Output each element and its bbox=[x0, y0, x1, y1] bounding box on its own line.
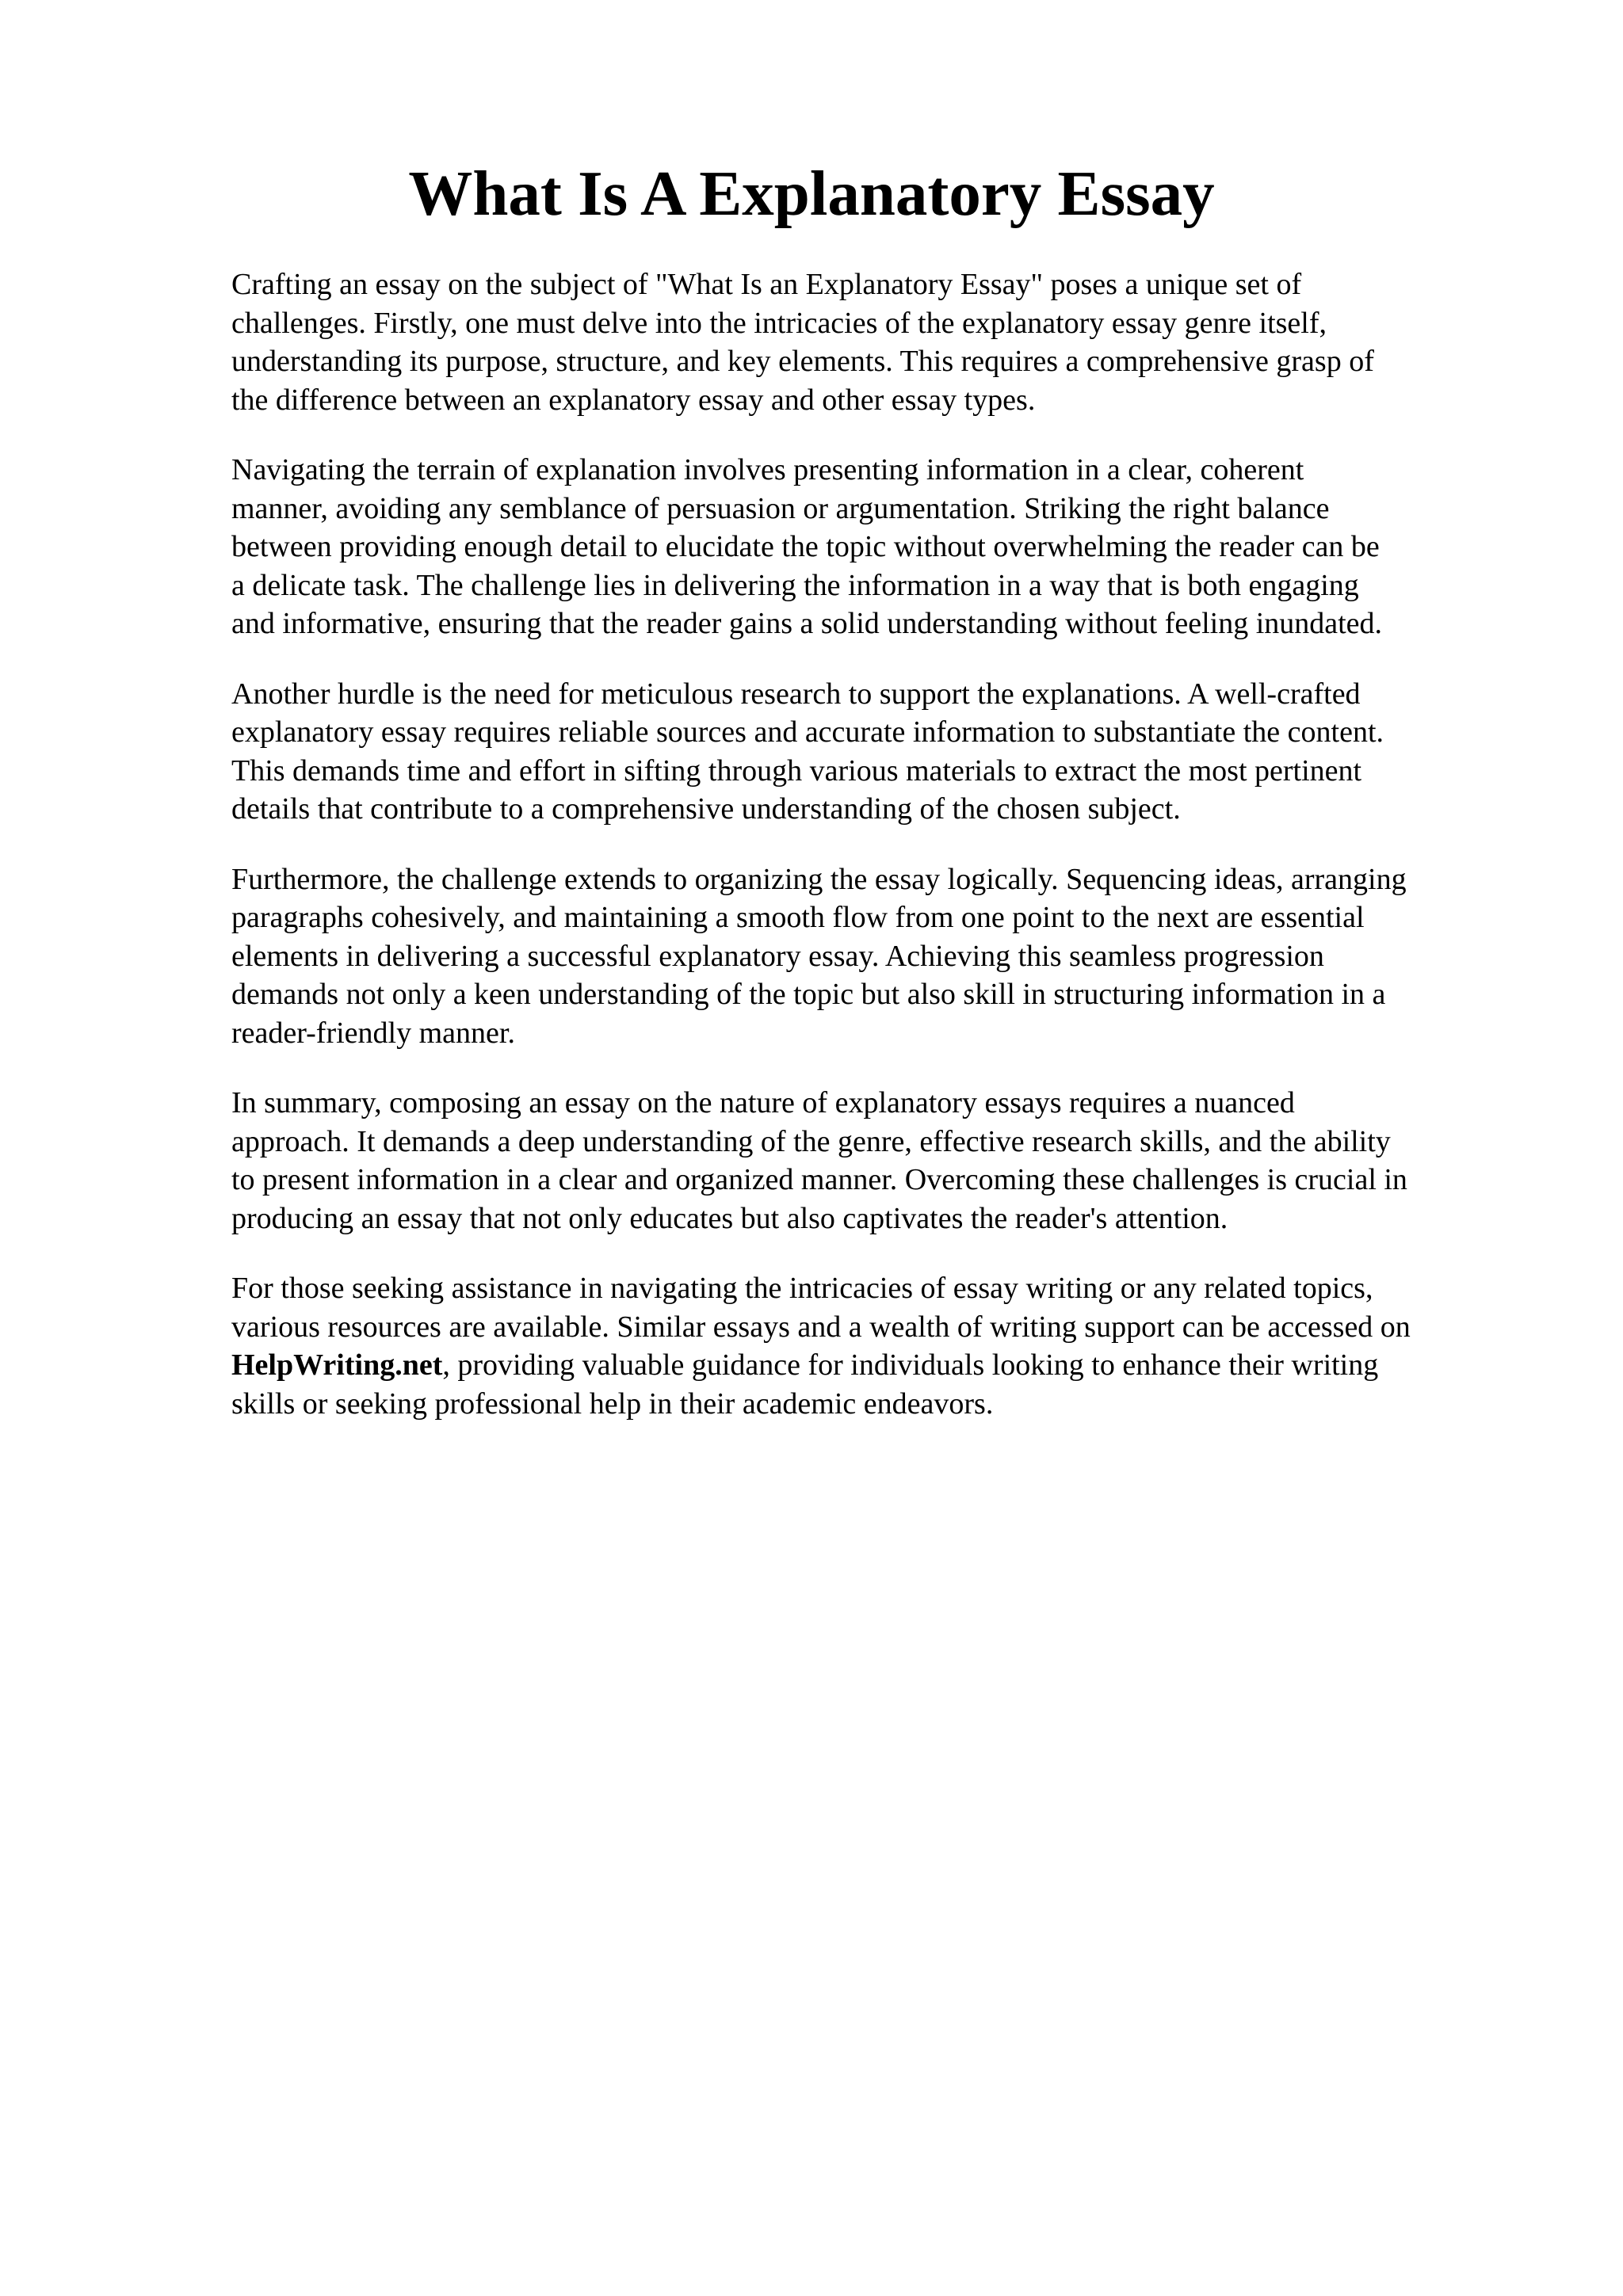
text-line: understanding its purpose, structure, and key elements. This requires a comprehensive grasp of bbox=[231, 345, 1374, 378]
brand-name: HelpWriting.net bbox=[231, 1348, 443, 1382]
text-line: producing an essay that not only educates but also captivates the reader's attention. bbox=[231, 1201, 1228, 1235]
text-line bbox=[231, 1346, 1539, 1385]
text-line: demands not only a keen understanding of the topic but also skill in structuring information in a bbox=[231, 978, 1386, 1011]
closing-paragraph bbox=[231, 1269, 1539, 1423]
text-line: between providing enough detail to elucidate the topic without overwhelming the reader can be bbox=[231, 530, 1380, 563]
text-line-rest: , providing valuable guidance for individuals looking to enhance their writing bbox=[442, 1348, 1379, 1382]
text-line: explanatory essay requires reliable sources and accurate information to substantiate the content. bbox=[231, 715, 1384, 749]
text-line: reader-friendly manner. bbox=[231, 1016, 515, 1050]
text-line: skills or seeking professional help in their academic endeavors. bbox=[231, 1386, 994, 1421]
paragraph-4 bbox=[231, 860, 1539, 1053]
text-line: paragraphs cohesively, and maintaining a smooth flow from one point to the next are essential bbox=[231, 901, 1365, 934]
text-line: a delicate task. The challenge lies in delivering the information in a way that is both engaging bbox=[231, 568, 1359, 602]
text-line: details that contribute to a comprehensive understanding of the chosen subject. bbox=[231, 792, 1181, 826]
text-line: the difference between an explanatory essay and other essay types. bbox=[231, 383, 1036, 417]
paragraph-3 bbox=[231, 675, 1539, 829]
text-line: and informative, ensuring that the reader gains a solid understanding without feeling inundated. bbox=[231, 607, 1383, 640]
text-line: Furthermore, the challenge extends to organizing the essay logically. Sequencing ideas, arranging bbox=[231, 862, 1407, 896]
text-line: For those seeking assistance in navigating the intricacies of essay writing or any related topics, bbox=[231, 1272, 1373, 1305]
text-line: Crafting an essay on the subject of "What Is an Explanatory Essay" poses a unique set of bbox=[231, 268, 1302, 301]
paragraph-2 bbox=[231, 451, 1539, 643]
paragraph-1 bbox=[231, 265, 1539, 419]
text-line: In summary, composing an essay on the nature of explanatory essays requires a nuanced bbox=[231, 1086, 1295, 1119]
text-line: to present information in a clear and organized manner. Overcoming these challenges is crucial in bbox=[231, 1163, 1407, 1196]
text-line: elements in delivering a successful explanatory essay. Achieving this seamless progression bbox=[231, 939, 1324, 973]
document-body bbox=[231, 265, 1539, 1455]
text-line: challenges. Firstly, one must delve into the intricacies of the explanatory essay genre itself, bbox=[231, 306, 1327, 340]
text-line: Another hurdle is the need for meticulous research to support the explanations. A well-crafted bbox=[231, 677, 1361, 711]
text-line: This demands time and effort in sifting through various materials to extract the most pertinent bbox=[231, 753, 1362, 788]
text-line: Navigating the terrain of explanation involves presenting information in a clear, coherent bbox=[231, 453, 1304, 486]
text-line: manner, avoiding any semblance of persuasion or argumentation. Striking the right balance bbox=[231, 491, 1330, 525]
paragraph-5 bbox=[231, 1084, 1539, 1238]
text-line: various resources are available. Similar essays and a wealth of writing support can be accessed on bbox=[231, 1310, 1411, 1344]
document-title: What Is A Explanatory Essay bbox=[408, 158, 1215, 229]
text-line: approach. It demands a deep understanding of the genre, effective research skills, and the ability bbox=[231, 1124, 1391, 1158]
